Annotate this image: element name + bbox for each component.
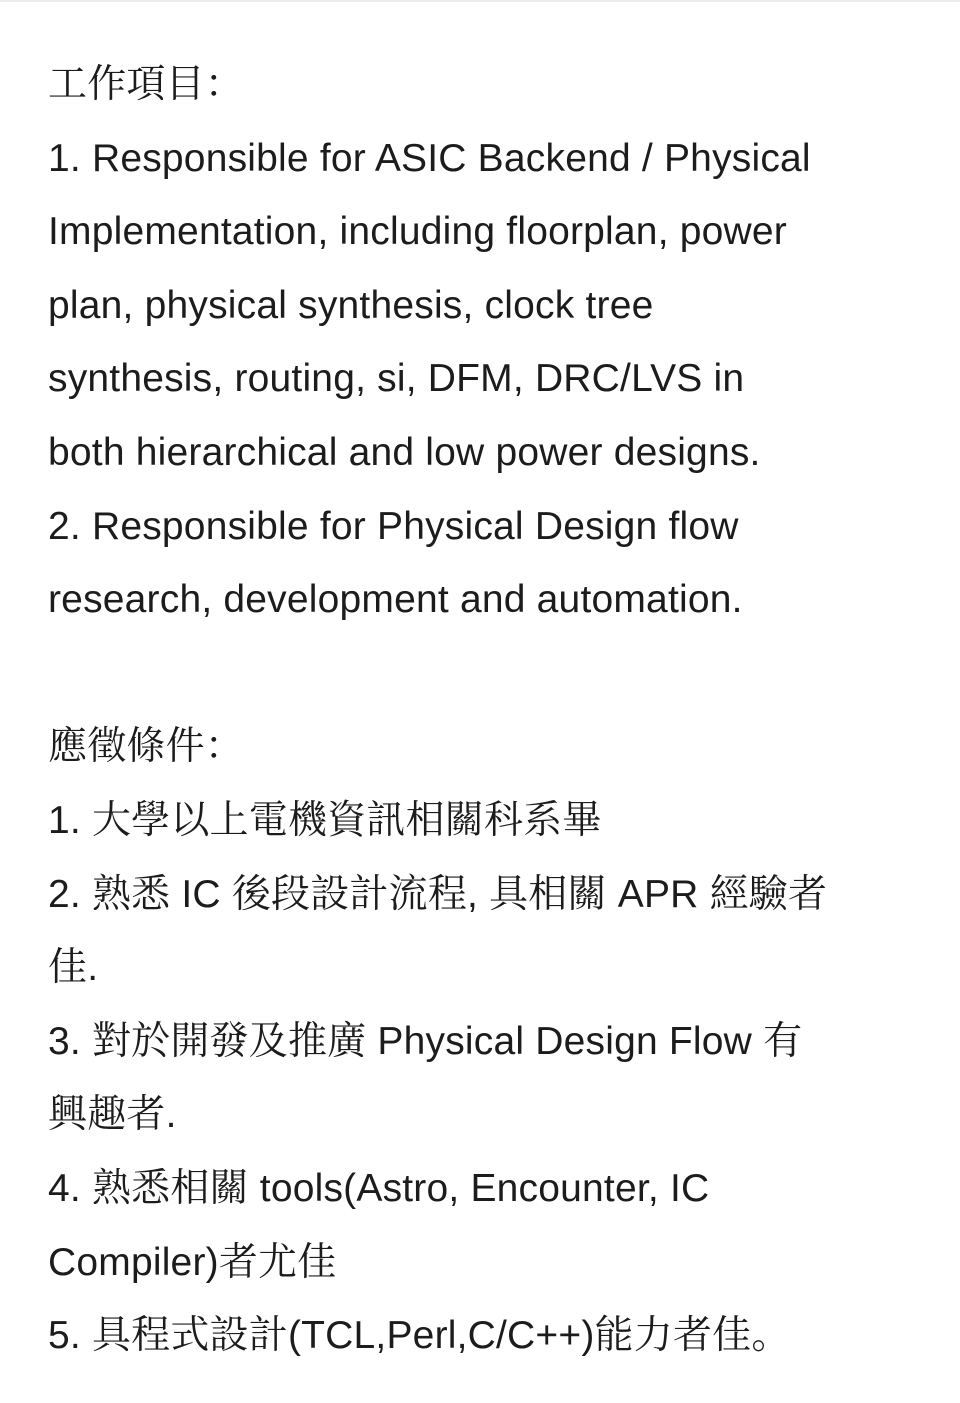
text-line: 2. 熟悉 IC 後段設計流程, 具相關 APR 經驗者	[48, 872, 828, 916]
text-line: Implementation, including floorplan, power	[48, 210, 787, 254]
text-line: 2. Responsible for Physical Design flow	[48, 504, 739, 548]
text-line: research, development and automation.	[48, 578, 743, 622]
text-line: 1. Responsible for ASIC Backend / Physical	[48, 136, 811, 180]
top-divider	[0, 0, 960, 2]
text-line: Compiler)者尤佳	[48, 1240, 337, 1284]
text-line: 興趣者.	[48, 1093, 177, 1137]
section-heading: 工作項目：	[48, 63, 245, 106]
section-heading: 應徵條件：	[48, 725, 245, 769]
text-line: 佳.	[48, 946, 99, 990]
text-line: synthesis, routing, si, DFM, DRC/LVS in	[48, 357, 745, 401]
blank-line	[48, 637, 928, 711]
text-line: 5. 具程式設計(TCL,Perl,C/C++)能力者佳。	[48, 1314, 791, 1358]
text-line: 4. 熟悉相關 tools(Astro, Encounter, IC	[48, 1166, 710, 1210]
section-requirements	[48, 710, 928, 1372]
text-line: both hierarchical and low power designs.	[48, 430, 761, 474]
text-line: 3. 對於開發及推廣 Physical Design Flow 有	[48, 1019, 803, 1063]
job-description	[48, 48, 928, 1373]
text-line: plan, physical synthesis, clock tree	[48, 283, 654, 327]
section-job-duties	[48, 48, 928, 637]
text-line: 1. 大學以上電機資訊相關科系畢	[48, 798, 602, 842]
